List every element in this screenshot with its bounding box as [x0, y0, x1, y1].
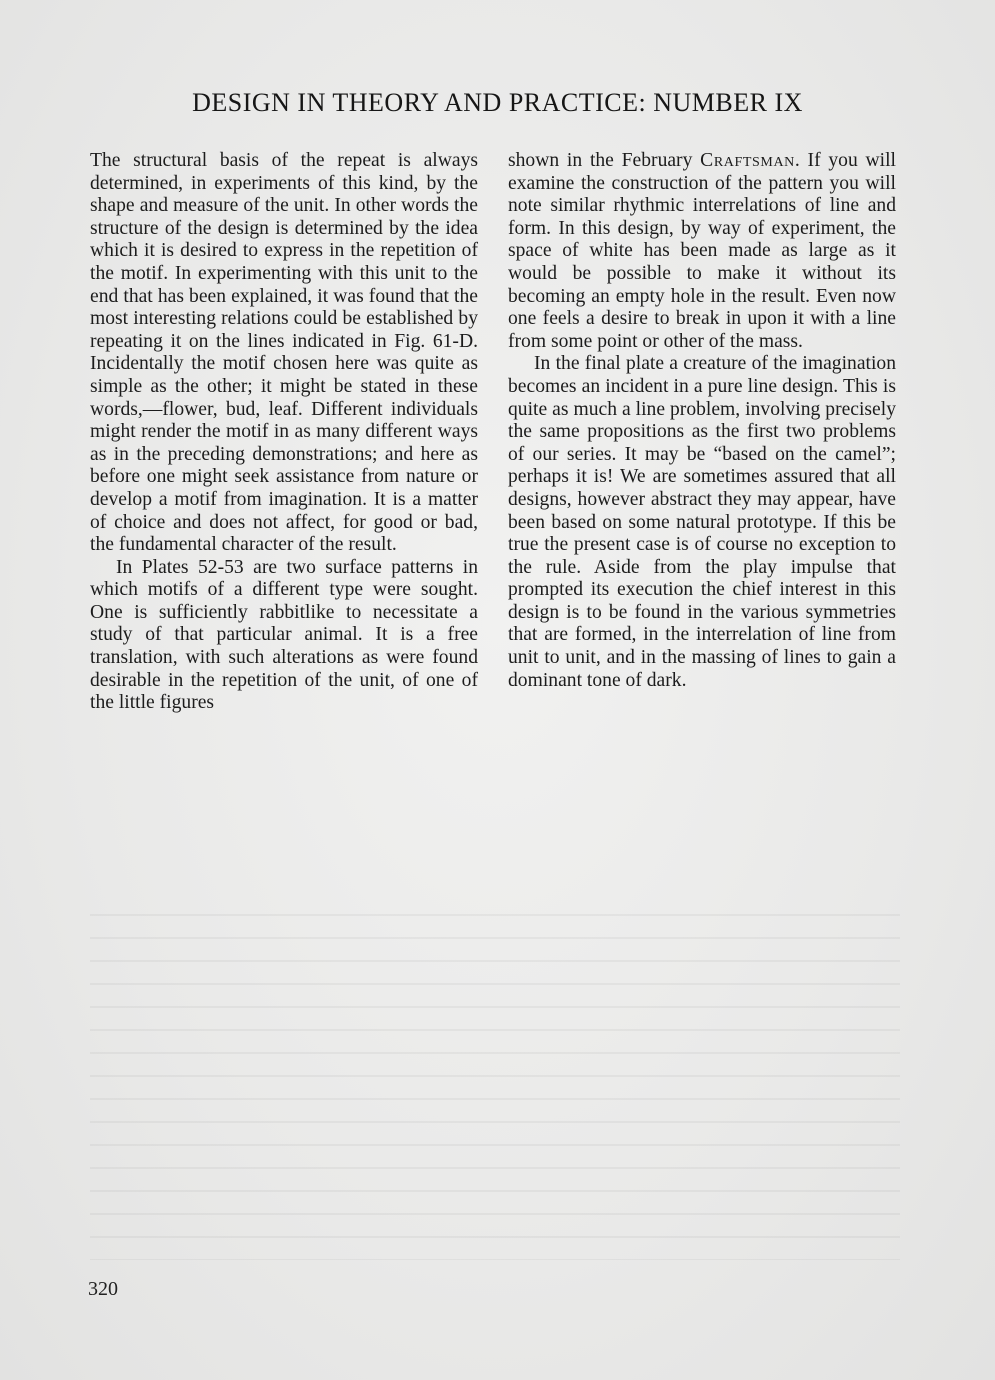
right-paragraph-2: In the final plate a creature of the imagination becomes an incident in a pure line design. This is quite as much a line problem, involving precisely the same propositions as the first two problems of our series. It may be “based on the camel”; perhaps it is! We are sometimes assured that all designs, however abstract they may appear, have been based on some natural prototype. If this be true the present case is of course no exception to the rule. Aside from the play impulse that prompted its execution the chief interest in this design is to be found in the various symmetries that are formed, in the interrelation of line from unit to unit, and in the massing of lines to gain a dominant tone of dark. [508, 353, 896, 691]
right-paragraph-1 [508, 150, 896, 353]
right-paragraph-1-rest: . If you will examine the construction of the pattern you will note similar rhythmic interrelations of line and form. In this design, by way of experiment, the space of white has been made as large as it would be possible to make it without its becoming an empty hole in the result. Even now one feels a desire to break in upon it with a line from some point or other of the mass. [508, 150, 897, 352]
running-head: DESIGN IN THEORY AND PRACTICE: NUMBER IX [192, 88, 803, 117]
left-paragraph-1: The structural basis of the repeat is always determined, in experiments of this kind, by the shape and measure of the unit. In other words the structure of the design is determined by the idea which it is desired to express in the repetition of the motif. In experimenting with this unit to the end that has been explained, it was found that the most interesting relations could be established by repeating it on the lines indicated in Fig. 61-D. Incidentally the motif chosen here was quite as simple as the other; it might be stated in these words,—flower, bud, leaf. Different individuals might render the motif in as many different ways as in the preceding demonstrations; and here as before one might seek assistance from nature or develop a motif from imagination. It is a matter of choice and does not affect, for good or bad, the fundamental character of the result. [90, 150, 478, 556]
right-column [508, 150, 896, 692]
page-number: 320 [88, 1278, 118, 1300]
right-paragraph-1-start: shown in the February [508, 150, 701, 171]
left-paragraph-2: In Plates 52-53 are two surface patterns in which motifs of a different type were sought. One is sufficiently rabbitlike to necessitate a study of that particular animal. It is a free translation, with such alterations as were found desirable in the repetition of the unit, of one of the little figures [90, 556, 478, 714]
reverse-side-bleed-through [90, 900, 900, 1260]
magazine-title: Craftsman [700, 150, 795, 171]
left-column [90, 150, 478, 715]
